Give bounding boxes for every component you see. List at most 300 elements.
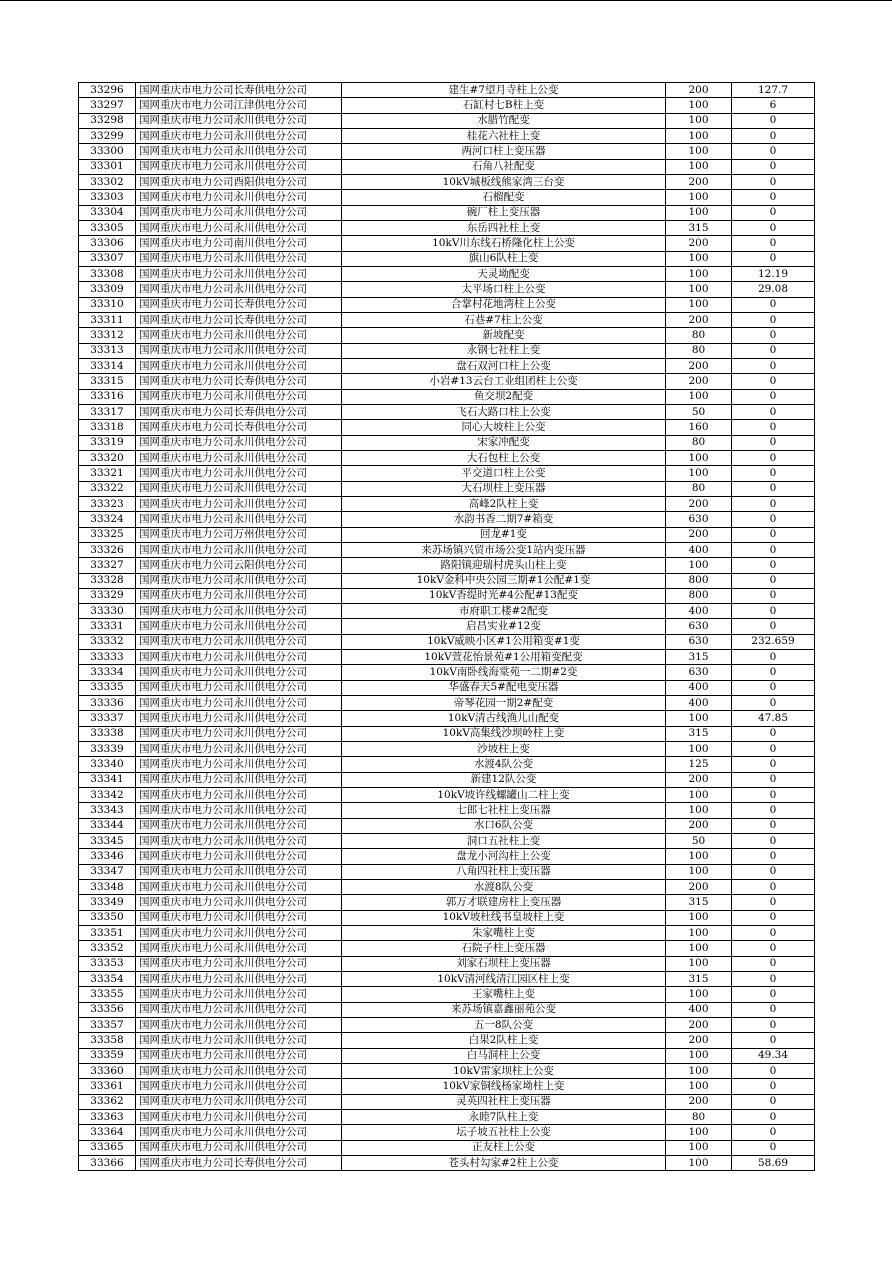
table-row [79, 144, 815, 159]
company-cell: 国网重庆市电力公司永川供电分公司 [136, 926, 342, 941]
capacity-cell: 100 [666, 1125, 732, 1140]
company-cell: 国网重庆市电力公司永川供电分公司 [136, 389, 342, 404]
capacity-cell: 100 [666, 742, 732, 757]
record-id-cell: 33315 [79, 374, 136, 389]
company-cell: 国网重庆市电力公司永川供电分公司 [136, 619, 342, 634]
company-cell: 国网重庆市电力公司永川供电分公司 [136, 1079, 342, 1094]
company-cell: 国网重庆市电力公司永川供电分公司 [136, 266, 342, 281]
company-cell: 国网重庆市电力公司永川供电分公司 [136, 481, 342, 496]
record-id-cell: 33334 [79, 665, 136, 680]
company-cell: 国网重庆市电力公司永川供电分公司 [136, 742, 342, 757]
record-id-cell: 33329 [79, 588, 136, 603]
transformer-name-cell: 鱼交坝2配变 [342, 389, 666, 404]
record-id-cell: 33326 [79, 542, 136, 557]
record-id-cell: 33335 [79, 680, 136, 695]
capacity-cell: 630 [666, 665, 732, 680]
table-row [79, 1140, 815, 1155]
record-id-cell: 33302 [79, 174, 136, 189]
capacity-cell: 100 [666, 1048, 732, 1063]
transformer-name-cell: 10kV城板线熊家湾三台变 [342, 174, 666, 189]
table-row [79, 742, 815, 757]
record-id-cell: 33296 [79, 83, 136, 98]
table-row [79, 818, 815, 833]
capacity-cell: 100 [666, 849, 732, 864]
value-cell: 0 [732, 864, 815, 879]
record-id-cell: 33316 [79, 389, 136, 404]
transformer-name-cell: 华盛春天5#配电变压器 [342, 680, 666, 695]
company-cell: 国网重庆市电力公司永川供电分公司 [136, 512, 342, 527]
record-id-cell: 33322 [79, 481, 136, 496]
table-row [79, 987, 815, 1002]
table-row [79, 282, 815, 297]
capacity-cell: 800 [666, 588, 732, 603]
capacity-cell: 100 [666, 128, 732, 143]
value-cell: 0 [732, 834, 815, 849]
record-id-cell: 33327 [79, 558, 136, 573]
value-cell: 0 [732, 757, 815, 772]
table-row [79, 420, 815, 435]
record-id-cell: 33328 [79, 573, 136, 588]
table-row [79, 266, 815, 281]
value-cell: 0 [732, 573, 815, 588]
company-cell: 国网重庆市电力公司永川供电分公司 [136, 849, 342, 864]
value-cell: 0 [732, 680, 815, 695]
value-cell: 0 [732, 972, 815, 987]
value-cell: 0 [732, 1140, 815, 1155]
table-row [79, 542, 815, 557]
record-id-cell: 33317 [79, 404, 136, 419]
table-row [79, 205, 815, 220]
table-row [79, 864, 815, 879]
table-row [79, 849, 815, 864]
capacity-cell: 100 [666, 926, 732, 941]
transformer-name-cell: 小岩#13云台工业组团柱上公变 [342, 374, 666, 389]
transformer-name-cell: 沙坡柱上变 [342, 742, 666, 757]
company-cell: 国网重庆市电力公司酉阳供电分公司 [136, 174, 342, 189]
transformer-name-cell: 新坡配变 [342, 328, 666, 343]
table-row [79, 466, 815, 481]
value-cell: 0 [732, 466, 815, 481]
company-cell: 国网重庆市电力公司永川供电分公司 [136, 496, 342, 511]
value-cell: 127.7 [732, 83, 815, 98]
company-cell: 国网重庆市电力公司永川供电分公司 [136, 1125, 342, 1140]
table-row [79, 1048, 815, 1063]
company-cell: 国网重庆市电力公司永川供电分公司 [136, 588, 342, 603]
company-cell: 国网重庆市电力公司永川供电分公司 [136, 1002, 342, 1017]
value-cell: 0 [732, 1064, 815, 1079]
table-row [79, 604, 815, 619]
value-cell: 0 [732, 527, 815, 542]
value-cell: 0 [732, 588, 815, 603]
table-body [79, 83, 815, 1171]
capacity-cell: 80 [666, 343, 732, 358]
record-id-cell: 33310 [79, 297, 136, 312]
table-row [79, 956, 815, 971]
capacity-cell: 100 [666, 864, 732, 879]
transformer-name-cell: 两河口柱上变压器 [342, 144, 666, 159]
capacity-cell: 100 [666, 159, 732, 174]
company-cell: 国网重庆市电力公司永川供电分公司 [136, 573, 342, 588]
record-id-cell: 33333 [79, 650, 136, 665]
company-cell: 国网重庆市电力公司永川供电分公司 [136, 895, 342, 910]
page-top-rule [0, 0, 892, 1]
table-row [79, 159, 815, 174]
value-cell: 6 [732, 98, 815, 113]
transformer-name-cell: 水腊竹配变 [342, 113, 666, 128]
transformer-name-cell: 市府职工楼#2配变 [342, 604, 666, 619]
capacity-cell: 100 [666, 389, 732, 404]
value-cell: 0 [732, 251, 815, 266]
transformer-name-cell: 帝琴花园一期2#配变 [342, 696, 666, 711]
table-row [79, 573, 815, 588]
capacity-cell: 200 [666, 496, 732, 511]
table-row [79, 496, 815, 511]
company-cell: 国网重庆市电力公司永川供电分公司 [136, 803, 342, 818]
transformer-name-cell: 路阳镇迎瑞村虎头山柱上变 [342, 558, 666, 573]
capacity-cell: 100 [666, 251, 732, 266]
value-cell: 0 [732, 389, 815, 404]
capacity-cell: 100 [666, 466, 732, 481]
company-cell: 国网重庆市电力公司永川供电分公司 [136, 604, 342, 619]
transformer-name-cell: 10kV南卧线海棠苑一二期#2变 [342, 665, 666, 680]
company-cell: 国网重庆市电力公司永川供电分公司 [136, 144, 342, 159]
record-id-cell: 33299 [79, 128, 136, 143]
company-cell: 国网重庆市电力公司永川供电分公司 [136, 880, 342, 895]
value-cell: 0 [732, 496, 815, 511]
record-id-cell: 33325 [79, 527, 136, 542]
company-cell: 国网重庆市电力公司长寿供电分公司 [136, 1155, 342, 1170]
capacity-cell: 315 [666, 895, 732, 910]
record-id-cell: 33357 [79, 1018, 136, 1033]
record-id-cell: 33365 [79, 1140, 136, 1155]
capacity-cell: 100 [666, 113, 732, 128]
company-cell: 国网重庆市电力公司永川供电分公司 [136, 941, 342, 956]
value-cell: 0 [732, 220, 815, 235]
table-row [79, 343, 815, 358]
value-cell: 0 [732, 604, 815, 619]
company-cell: 国网重庆市电力公司永川供电分公司 [136, 205, 342, 220]
transformer-name-cell: 10kV坡许线螺罐山二柱上变 [342, 788, 666, 803]
table-row [79, 113, 815, 128]
company-cell: 国网重庆市电力公司永川供电分公司 [136, 1018, 342, 1033]
table-row [79, 619, 815, 634]
value-cell: 0 [732, 742, 815, 757]
record-id-cell: 33312 [79, 328, 136, 343]
value-cell: 0 [732, 512, 815, 527]
table-row [79, 190, 815, 205]
value-cell: 0 [732, 772, 815, 787]
table-row [79, 910, 815, 925]
record-id-cell: 33300 [79, 144, 136, 159]
transformer-name-cell: 水渡4队公变 [342, 757, 666, 772]
value-cell: 0 [732, 174, 815, 189]
record-id-cell: 33297 [79, 98, 136, 113]
transformer-name-cell: 太平场口柱上公变 [342, 282, 666, 297]
company-cell: 国网重庆市电力公司永川供电分公司 [136, 987, 342, 1002]
table-row [79, 711, 815, 726]
capacity-cell: 200 [666, 772, 732, 787]
table-row [79, 481, 815, 496]
value-cell: 0 [732, 144, 815, 159]
transformer-name-cell: 五一8队公变 [342, 1018, 666, 1033]
company-cell: 国网重庆市电力公司永川供电分公司 [136, 358, 342, 373]
company-cell: 国网重庆市电力公司永川供电分公司 [136, 328, 342, 343]
table-row [79, 450, 815, 465]
record-id-cell: 33356 [79, 1002, 136, 1017]
company-cell: 国网重庆市电力公司长寿供电分公司 [136, 374, 342, 389]
company-cell: 国网重庆市电力公司永川供电分公司 [136, 1064, 342, 1079]
transformer-name-cell: 10kV雷家坝柱上公变 [342, 1064, 666, 1079]
value-cell: 0 [732, 956, 815, 971]
capacity-cell: 100 [666, 803, 732, 818]
transformer-name-cell: 石院子柱上变压器 [342, 941, 666, 956]
company-cell: 国网重庆市电力公司南川供电分公司 [136, 236, 342, 251]
record-id-cell: 33348 [79, 880, 136, 895]
value-cell: 0 [732, 941, 815, 956]
value-cell: 232.659 [732, 634, 815, 649]
capacity-cell: 315 [666, 726, 732, 741]
transformer-name-cell: 10kV家铜线杨家坳柱上变 [342, 1079, 666, 1094]
capacity-cell: 80 [666, 328, 732, 343]
record-id-cell: 33337 [79, 711, 136, 726]
value-cell: 0 [732, 788, 815, 803]
transformer-name-cell: 新建12队公变 [342, 772, 666, 787]
transformer-name-cell: 白马洞柱上公变 [342, 1048, 666, 1063]
company-cell: 国网重庆市电力公司万州供电分公司 [136, 527, 342, 542]
capacity-cell: 400 [666, 696, 732, 711]
capacity-cell: 200 [666, 1018, 732, 1033]
capacity-cell: 80 [666, 481, 732, 496]
table-row [79, 926, 815, 941]
transformer-name-cell: 建生#7望月寺柱上公变 [342, 83, 666, 98]
capacity-cell: 100 [666, 1140, 732, 1155]
table-row [79, 527, 815, 542]
company-cell: 国网重庆市电力公司永川供电分公司 [136, 128, 342, 143]
transformer-name-cell: 石巷#7柱上公变 [342, 312, 666, 327]
record-id-cell: 33347 [79, 864, 136, 879]
table-row [79, 236, 815, 251]
transformer-name-cell: 七郎七社柱上变压器 [342, 803, 666, 818]
transformer-name-cell: 盘龙小河沟柱上公变 [342, 849, 666, 864]
transformer-name-cell: 平交道口柱上公变 [342, 466, 666, 481]
value-cell: 0 [732, 803, 815, 818]
value-cell: 0 [732, 128, 815, 143]
table-row [79, 680, 815, 695]
record-id-cell: 33338 [79, 726, 136, 741]
record-id-cell: 33344 [79, 818, 136, 833]
table-row [79, 1155, 815, 1170]
value-cell: 0 [732, 650, 815, 665]
capacity-cell: 100 [666, 711, 732, 726]
capacity-cell: 80 [666, 435, 732, 450]
value-cell: 0 [732, 1033, 815, 1048]
record-id-cell: 33359 [79, 1048, 136, 1063]
value-cell: 0 [732, 374, 815, 389]
record-id-cell: 33304 [79, 205, 136, 220]
table-row [79, 1002, 815, 1017]
record-id-cell: 33355 [79, 987, 136, 1002]
company-cell: 国网重庆市电力公司永川供电分公司 [136, 757, 342, 772]
record-id-cell: 33346 [79, 849, 136, 864]
record-id-cell: 33364 [79, 1125, 136, 1140]
company-cell: 国网重庆市电力公司永川供电分公司 [136, 220, 342, 235]
company-cell: 国网重庆市电力公司永川供电分公司 [136, 435, 342, 450]
value-cell: 0 [732, 236, 815, 251]
table-row [79, 803, 815, 818]
capacity-cell: 100 [666, 98, 732, 113]
capacity-cell: 315 [666, 650, 732, 665]
transformer-name-cell: 合掌村花地湾柱上公变 [342, 297, 666, 312]
record-id-cell: 33360 [79, 1064, 136, 1079]
record-id-cell: 33351 [79, 926, 136, 941]
transformer-name-cell: 水口6队公变 [342, 818, 666, 833]
capacity-cell: 100 [666, 558, 732, 573]
record-id-cell: 33340 [79, 757, 136, 772]
transformer-name-cell: 碗厂柱上变压器 [342, 205, 666, 220]
capacity-cell: 200 [666, 358, 732, 373]
company-cell: 国网重庆市电力公司长寿供电分公司 [136, 404, 342, 419]
company-cell: 国网重庆市电力公司永川供电分公司 [136, 711, 342, 726]
capacity-cell: 400 [666, 542, 732, 557]
capacity-cell: 630 [666, 619, 732, 634]
transformer-name-cell: 10kV金科中央公园三期#1公配#1变 [342, 573, 666, 588]
company-cell: 国网重庆市电力公司永川供电分公司 [136, 1140, 342, 1155]
table-row [79, 757, 815, 772]
company-cell: 国网重庆市电力公司永川供电分公司 [136, 818, 342, 833]
value-cell: 0 [732, 1109, 815, 1124]
company-cell: 国网重庆市电力公司永川供电分公司 [136, 634, 342, 649]
transformer-name-cell: 灵英四社柱上变压器 [342, 1094, 666, 1109]
table-row [79, 650, 815, 665]
table-row [79, 1094, 815, 1109]
value-cell: 0 [732, 665, 815, 680]
company-cell: 国网重庆市电力公司永川供电分公司 [136, 650, 342, 665]
value-cell: 0 [732, 619, 815, 634]
value-cell: 0 [732, 420, 815, 435]
value-cell: 0 [732, 1094, 815, 1109]
table-row [79, 512, 815, 527]
value-cell: 0 [732, 435, 815, 450]
table-row [79, 834, 815, 849]
table-row [79, 328, 815, 343]
table-row [79, 251, 815, 266]
record-id-cell: 33309 [79, 282, 136, 297]
company-cell: 国网重庆市电力公司永川供电分公司 [136, 190, 342, 205]
transformer-name-cell: 大石坝柱上变压器 [342, 481, 666, 496]
record-id-cell: 33319 [79, 435, 136, 450]
capacity-cell: 200 [666, 1094, 732, 1109]
table-row [79, 634, 815, 649]
record-id-cell: 33307 [79, 251, 136, 266]
capacity-cell: 100 [666, 266, 732, 281]
record-id-cell: 33303 [79, 190, 136, 205]
table-row [79, 665, 815, 680]
record-id-cell: 33339 [79, 742, 136, 757]
table-row [79, 174, 815, 189]
capacity-cell: 160 [666, 420, 732, 435]
record-id-cell: 33331 [79, 619, 136, 634]
capacity-cell: 100 [666, 190, 732, 205]
table-row [79, 972, 815, 987]
company-cell: 国网重庆市电力公司永川供电分公司 [136, 665, 342, 680]
company-cell: 国网重庆市电力公司永川供电分公司 [136, 450, 342, 465]
record-id-cell: 33313 [79, 343, 136, 358]
table-row [79, 726, 815, 741]
capacity-cell: 100 [666, 956, 732, 971]
value-cell: 0 [732, 450, 815, 465]
value-cell: 0 [732, 481, 815, 496]
table-row [79, 98, 815, 113]
transformer-name-cell: 10kV川东线石桥隆化柱上公变 [342, 236, 666, 251]
transformer-name-cell: 王家嘴柱上变 [342, 987, 666, 1002]
company-cell: 国网重庆市电力公司永川供电分公司 [136, 1048, 342, 1063]
transformer-name-cell: 坛子坡五社柱上公变 [342, 1125, 666, 1140]
company-cell: 国网重庆市电力公司永川供电分公司 [136, 910, 342, 925]
company-cell: 国网重庆市电力公司永川供电分公司 [136, 726, 342, 741]
capacity-cell: 800 [666, 573, 732, 588]
capacity-cell: 100 [666, 450, 732, 465]
company-cell: 国网重庆市电力公司永川供电分公司 [136, 343, 342, 358]
record-id-cell: 33318 [79, 420, 136, 435]
record-id-cell: 33350 [79, 910, 136, 925]
record-id-cell: 33311 [79, 312, 136, 327]
company-cell: 国网重庆市电力公司永川供电分公司 [136, 1109, 342, 1124]
record-id-cell: 33345 [79, 834, 136, 849]
value-cell: 0 [732, 113, 815, 128]
transformer-name-cell: 刘家石坝柱上变压器 [342, 956, 666, 971]
record-id-cell: 33308 [79, 266, 136, 281]
value-cell: 0 [732, 159, 815, 174]
company-cell: 国网重庆市电力公司永川供电分公司 [136, 834, 342, 849]
value-cell: 0 [732, 190, 815, 205]
record-id-cell: 33362 [79, 1094, 136, 1109]
value-cell: 0 [732, 1079, 815, 1094]
transformer-name-cell: 同心大坡柱上公变 [342, 420, 666, 435]
value-cell: 0 [732, 404, 815, 419]
record-id-cell: 33323 [79, 496, 136, 511]
capacity-cell: 200 [666, 880, 732, 895]
capacity-cell: 630 [666, 512, 732, 527]
value-cell: 0 [732, 726, 815, 741]
table-row [79, 941, 815, 956]
transformer-name-cell: 石角八社配变 [342, 159, 666, 174]
table-row [79, 358, 815, 373]
transformer-name-cell: 旗山6队柱上变 [342, 251, 666, 266]
company-cell: 国网重庆市电力公司永川供电分公司 [136, 542, 342, 557]
company-cell: 国网重庆市电力公司长寿供电分公司 [136, 297, 342, 312]
value-cell: 0 [732, 312, 815, 327]
transformer-name-cell: 大石包柱上公变 [342, 450, 666, 465]
company-cell: 国网重庆市电力公司永川供电分公司 [136, 788, 342, 803]
capacity-cell: 315 [666, 220, 732, 235]
transformer-name-cell: 飞石大路口柱上公变 [342, 404, 666, 419]
table-row [79, 558, 815, 573]
value-cell: 12.19 [732, 266, 815, 281]
company-cell: 国网重庆市电力公司长寿供电分公司 [136, 83, 342, 98]
transformer-name-cell: 宋家冲配变 [342, 435, 666, 450]
record-id-cell: 33343 [79, 803, 136, 818]
record-id-cell: 33341 [79, 772, 136, 787]
table-row [79, 895, 815, 910]
capacity-cell: 100 [666, 987, 732, 1002]
capacity-cell: 100 [666, 297, 732, 312]
company-cell: 国网重庆市电力公司永川供电分公司 [136, 1094, 342, 1109]
table-row [79, 220, 815, 235]
record-id-cell: 33332 [79, 634, 136, 649]
value-cell: 29.08 [732, 282, 815, 297]
company-cell: 国网重庆市电力公司永川供电分公司 [136, 466, 342, 481]
value-cell: 0 [732, 696, 815, 711]
